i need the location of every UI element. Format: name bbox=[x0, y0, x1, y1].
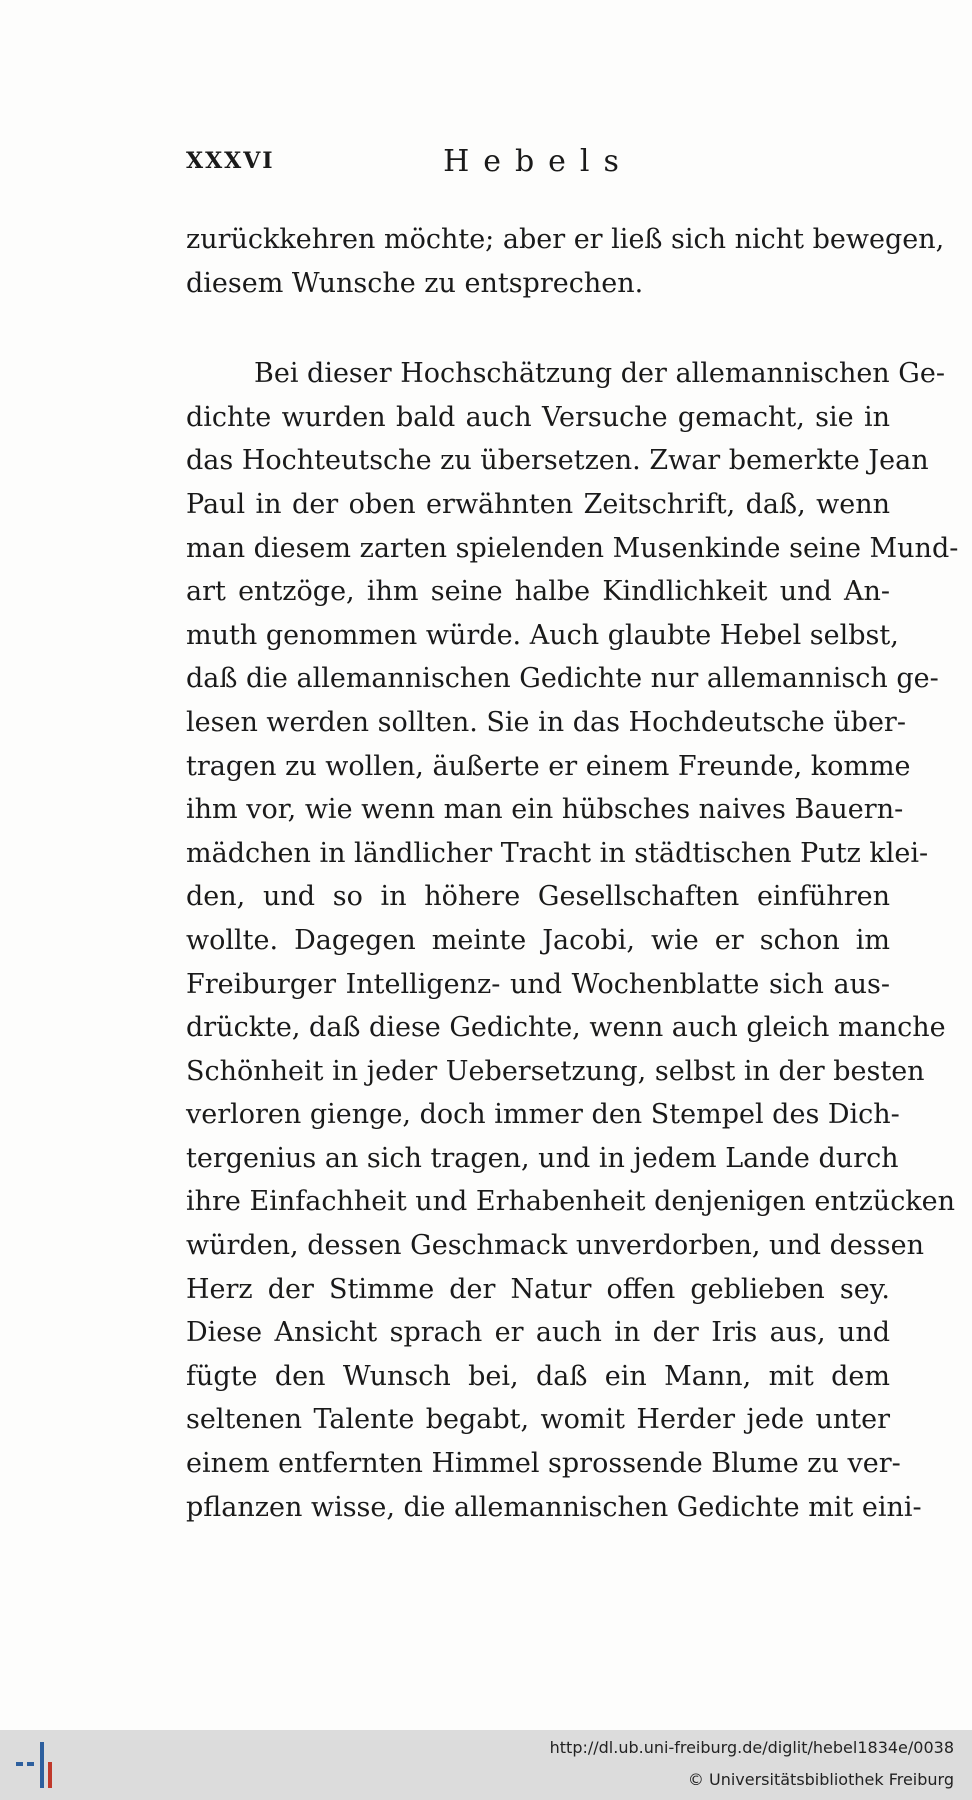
paragraph-1 bbox=[186, 218, 945, 305]
text-line: ihm vor, wie wenn man ein hübsches naives Bauern- bbox=[186, 794, 904, 826]
body-text bbox=[186, 218, 959, 1529]
text-line: seltenen Talente begabt, womit Herder jede unter bbox=[186, 1404, 890, 1436]
text-line: Schönheit in jeder Uebersetzung, selbst in der besten bbox=[186, 1055, 925, 1087]
viewer-footer bbox=[0, 1730, 972, 1800]
permalink-url[interactable]: http://dl.ub.uni-freiburg.de/diglit/hebel1834e/0038 bbox=[549, 1738, 954, 1757]
text-line: ihre Einfachheit und Erhabenheit denjenigen entzücken bbox=[186, 1186, 956, 1218]
text-line: drückte, daß diese Gedichte, wenn auch gleich manche bbox=[186, 1012, 946, 1044]
text-line: mädchen in ländlicher Tracht in städtischen Putz klei- bbox=[186, 837, 929, 869]
ub-freiburg-logo-icon[interactable] bbox=[14, 1740, 62, 1790]
text-line: tergenius an sich tragen, und in jedem Lande durch bbox=[186, 1142, 899, 1174]
text-line: diesem Wunsche zu entsprechen. bbox=[186, 267, 644, 299]
paragraph-2 bbox=[186, 352, 959, 1529]
page-number: XXXVI bbox=[186, 148, 275, 174]
text-line: lesen werden sollten. Sie in das Hochdeutsche über- bbox=[186, 706, 906, 738]
text-line: daß die allemannischen Gedichte nur allemannisch ge- bbox=[186, 663, 939, 695]
text-line: das Hochteutsche zu übersetzen. Zwar bemerkte Jean bbox=[186, 445, 929, 477]
text-line: wollte. Dagegen meinte Jacobi, wie er schon im bbox=[186, 924, 890, 956]
running-title: Hebels bbox=[443, 144, 633, 179]
text-line: Bei dieser Hochschätzung der allemannischen Ge- bbox=[254, 358, 945, 390]
text-line: dichte wurden bald auch Versuche gemacht, sie in bbox=[186, 401, 890, 433]
text-line: Paul in der oben erwähnten Zeitschrift, daß, wenn bbox=[186, 488, 890, 520]
page-header bbox=[186, 144, 890, 188]
text-line: muth genommen würde. Auch glaubte Hebel selbst, bbox=[186, 619, 899, 651]
text-line: würden, dessen Geschmack unverdorben, und dessen bbox=[186, 1230, 924, 1262]
text-line: verloren gienge, doch immer den Stempel des Dich- bbox=[186, 1099, 900, 1131]
text-line: den, und so in höhere Gesellschaften einführen bbox=[186, 881, 890, 913]
text-line: Diese Ansicht sprach er auch in der Iris aus, und bbox=[186, 1317, 890, 1349]
text-line: Herz der Stimme der Natur offen geblieben sey. bbox=[186, 1273, 890, 1305]
text-line: tragen zu wollen, äußerte er einem Freunde, komme bbox=[186, 750, 911, 782]
text-line: pflanzen wisse, die allemannischen Gedichte mit eini- bbox=[186, 1491, 922, 1523]
text-line: einem entfernten Himmel sprossende Blume zu ver- bbox=[186, 1448, 901, 1480]
text-line: Freiburger Intelligenz- und Wochenblatte sich aus- bbox=[186, 968, 890, 1000]
copyright-notice: © Universitätsbibliothek Freiburg bbox=[687, 1770, 954, 1789]
text-line: art entzöge, ihm seine halbe Kindlichkeit und An- bbox=[186, 576, 890, 608]
text-line: fügte den Wunsch bei, daß ein Mann, mit dem bbox=[186, 1360, 890, 1392]
text-line: zurückkehren möchte; aber er ließ sich nicht bewegen, bbox=[186, 224, 945, 255]
text-line: man diesem zarten spielenden Musenkinde seine Mund- bbox=[186, 532, 959, 564]
